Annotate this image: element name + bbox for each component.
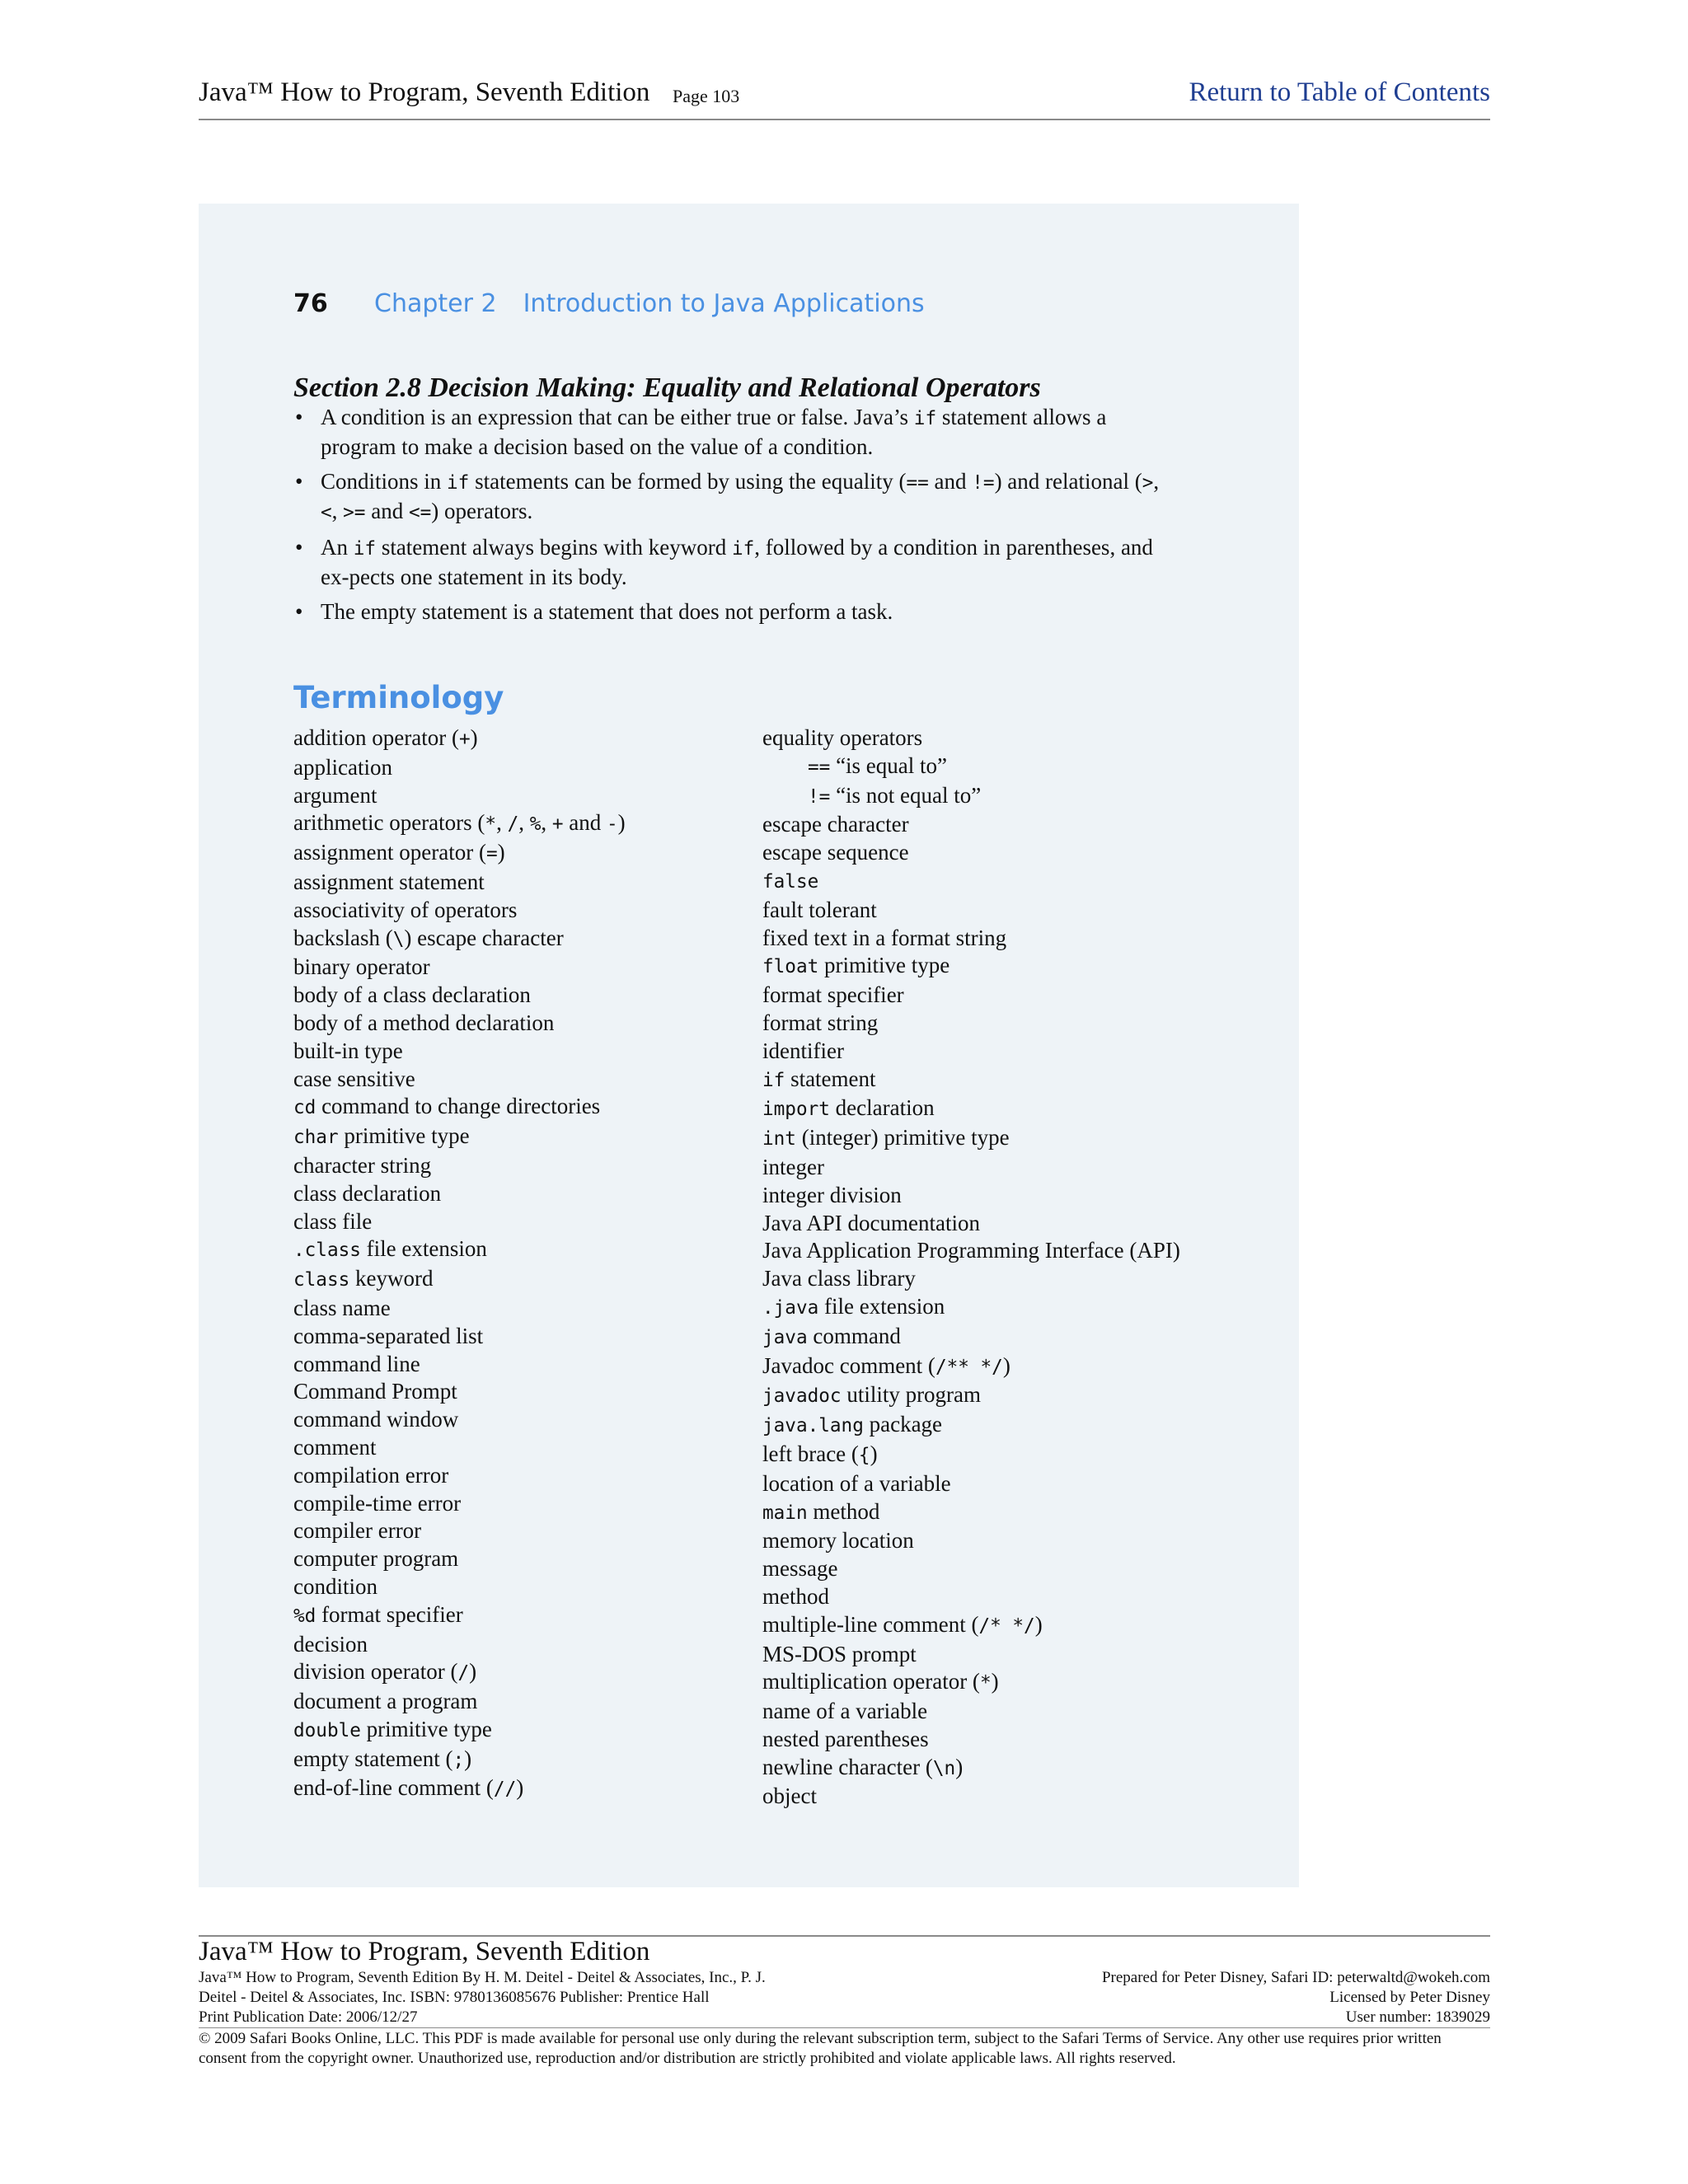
term-item — [762, 1527, 1273, 1555]
text-run: format specifier — [762, 982, 904, 1008]
term-item — [762, 1010, 1273, 1038]
code-text: int — [762, 1128, 796, 1151]
publication-line: Deitel - Deitel & Associates, Inc. ISBN: 9780136085676 Publisher: Prentice Hall — [199, 1989, 710, 2006]
summary-bullet — [293, 403, 1167, 461]
code-text: %d — [293, 1605, 316, 1627]
code-text: != — [808, 785, 831, 808]
code-text: \n — [932, 1757, 956, 1779]
section-heading: Section 2.8 Decision Making: Equality and Relational Operators — [293, 373, 1041, 403]
term-item — [762, 982, 1273, 1010]
text-run: ) — [464, 1746, 472, 1771]
text-run: comment — [293, 1434, 377, 1460]
text-run: ) — [991, 1669, 999, 1694]
text-run: ) — [497, 840, 505, 865]
text-run: A condition is an expression that can be either true or false. Java’s — [321, 405, 914, 429]
text-run: primitive type — [360, 1716, 492, 1741]
text-run: statements can be formed by using the equality ( — [469, 469, 907, 494]
code-text: java.lang — [762, 1415, 864, 1437]
text-run: “is equal to” — [830, 752, 948, 778]
term-item — [762, 1323, 1273, 1352]
code-text: \ — [392, 928, 405, 950]
term-item — [293, 1688, 755, 1716]
code-text: /* */ — [978, 1615, 1035, 1637]
code-text: if — [762, 1069, 785, 1091]
code-text: .class — [293, 1240, 361, 1262]
term-item — [762, 1265, 1273, 1293]
term-item — [762, 1154, 1273, 1182]
code-text: == — [808, 756, 831, 778]
code-text: % — [529, 813, 542, 836]
term-item — [293, 1093, 755, 1122]
text-run: primitive type — [818, 953, 950, 978]
text-run: Java API documentation — [762, 1210, 980, 1235]
text-run: decision — [293, 1631, 368, 1657]
code-text: = — [485, 843, 498, 865]
text-run: case sensitive — [293, 1066, 415, 1091]
term-item — [293, 1295, 755, 1323]
code-text: < — [321, 502, 332, 523]
term-item — [762, 1470, 1273, 1498]
code-text: / — [457, 1662, 470, 1685]
summary-bullet — [293, 533, 1167, 591]
chapter-header — [293, 289, 925, 318]
code-text: if — [353, 538, 377, 560]
term-item — [293, 1631, 755, 1659]
text-run: newline character ( — [762, 1754, 933, 1779]
text-run: location of a variable — [762, 1470, 951, 1496]
text-run: compilation error — [293, 1462, 449, 1488]
term-item — [762, 839, 1273, 867]
text-run: MS-DOS prompt — [762, 1641, 917, 1666]
terminology-heading: Terminology — [293, 680, 504, 715]
text-run: statement — [785, 1066, 876, 1091]
text-run: (integer) primitive type — [795, 1125, 1010, 1151]
license-line: User number: 1839029 — [1345, 2008, 1490, 2026]
text-run: statement always begins with keyword — [376, 535, 732, 560]
term-item — [293, 1774, 755, 1804]
code-text: if — [731, 538, 755, 560]
term-item — [293, 1378, 755, 1406]
text-run: object — [762, 1783, 817, 1809]
code-text: float — [762, 956, 819, 978]
term-item — [293, 1406, 755, 1434]
text-run: message — [762, 1556, 838, 1582]
document-title: Java™ How to Program, Seventh Edition — [199, 77, 650, 107]
text-run: and — [928, 469, 973, 494]
term-item — [762, 952, 1273, 982]
summary-bullet — [293, 598, 1167, 626]
text-run: The empty statement is a statement that does not perform a task. — [321, 599, 893, 624]
code-text: .java — [762, 1296, 819, 1319]
terminology-column-right — [762, 724, 1273, 1811]
text-run: assignment statement — [293, 869, 485, 894]
text-run: binary operator — [293, 954, 430, 980]
text-run: file extension — [818, 1293, 945, 1319]
term-item — [762, 724, 1273, 752]
text-run: ) — [470, 725, 478, 750]
page-footer — [199, 1935, 1490, 2067]
code-text: cd — [293, 1097, 316, 1119]
text-run: , — [496, 810, 508, 836]
term-item — [293, 1235, 755, 1265]
text-run: ) — [1002, 1352, 1010, 1378]
term-item — [293, 897, 755, 925]
text-run: “is not equal to” — [830, 782, 982, 808]
text-run: ) — [955, 1754, 964, 1779]
term-item — [293, 1462, 755, 1490]
term-item — [762, 1668, 1273, 1698]
term-item — [762, 1066, 1273, 1095]
text-run: command window — [293, 1407, 459, 1432]
code-text: * — [979, 1672, 992, 1694]
term-item — [293, 1066, 755, 1094]
code-text: > — [1142, 472, 1154, 494]
term-item — [293, 754, 755, 782]
term-item — [293, 1323, 755, 1351]
book-page-number: 76 — [293, 289, 328, 318]
code-text: javadoc — [762, 1385, 842, 1408]
text-run: application — [293, 754, 392, 780]
text-run: , — [331, 499, 344, 523]
text-run: keyword — [349, 1266, 434, 1291]
text-run: ) — [1034, 1611, 1043, 1637]
code-text: / — [507, 813, 519, 836]
term-item — [293, 1746, 755, 1775]
text-run: identifier — [762, 1038, 844, 1063]
term-item — [293, 1265, 755, 1295]
text-run: format specifier — [316, 1601, 463, 1627]
text-run: and — [365, 499, 409, 523]
chapter-label: Chapter 2 — [374, 289, 497, 318]
text-run: argument — [293, 782, 377, 808]
license-line: Prepared for Peter Disney, Safari ID: peterwaltd@wokeh.com — [1101, 1969, 1490, 1986]
code-text: != — [972, 472, 995, 494]
text-run: Command Prompt — [293, 1379, 457, 1404]
chapter-title: Introduction to Java Applications — [523, 289, 925, 318]
text-run: compile-time error — [293, 1490, 462, 1516]
text-run: associativity of operators — [293, 897, 518, 922]
term-item — [762, 1293, 1273, 1323]
term-item — [293, 1434, 755, 1462]
term-item — [293, 809, 755, 839]
text-run: integer division — [762, 1182, 902, 1207]
code-text: + — [458, 729, 471, 750]
publication-line: Print Publication Date: 2006/12/27 — [199, 2008, 418, 2026]
publication-line: Java™ How to Program, Seventh Edition By H. M. Deitel - Deitel & Associates, Inc., P. J. — [199, 1969, 766, 1986]
term-item — [762, 1726, 1273, 1754]
text-run: fixed text in a format string — [762, 925, 1007, 950]
text-run: statement allows a program to make a decision based on the value of a condition. — [321, 405, 1107, 459]
term-item — [293, 782, 755, 810]
term-item — [762, 811, 1273, 839]
footer-title: Java™ How to Program, Seventh Edition — [199, 1937, 650, 1966]
term-item — [762, 925, 1273, 953]
text-run: equality operators — [762, 725, 923, 750]
text-run: method — [807, 1498, 880, 1524]
text-run: division operator ( — [293, 1659, 458, 1685]
term-item — [762, 1411, 1273, 1441]
term-item — [762, 1381, 1273, 1411]
text-run: arithmetic operators ( — [293, 810, 485, 836]
code-text: java — [762, 1326, 808, 1348]
text-run: memory location — [762, 1528, 914, 1554]
term-item — [762, 1441, 1273, 1470]
text-run: format string — [762, 1010, 879, 1035]
text-run: body of a method declaration — [293, 1010, 555, 1035]
text-run: , — [1153, 469, 1160, 494]
term-item — [293, 1517, 755, 1545]
text-run: class declaration — [293, 1180, 442, 1206]
text-run: escape character — [762, 812, 909, 837]
term-item — [762, 1124, 1273, 1154]
text-run: , — [541, 810, 552, 836]
text-run: multiple-line comment ( — [762, 1611, 979, 1637]
text-run: ) — [870, 1441, 878, 1466]
code-text: main — [762, 1502, 808, 1524]
summary-bullet — [293, 467, 1167, 527]
code-text: class — [293, 1269, 350, 1291]
text-run: ) — [516, 1775, 524, 1801]
term-item — [762, 1352, 1273, 1382]
term-item — [293, 1208, 755, 1236]
text-run: nested parentheses — [762, 1726, 929, 1751]
code-text: char — [293, 1127, 339, 1149]
text-run: command line — [293, 1351, 420, 1376]
text-run: and — [563, 810, 607, 836]
code-text: ; — [452, 1749, 465, 1771]
text-run: compiler error — [293, 1518, 422, 1544]
text-run: An — [321, 535, 354, 560]
text-run: Conditions in — [321, 469, 448, 494]
term-item — [762, 1641, 1273, 1669]
term-item — [293, 925, 755, 954]
text-run: ) — [469, 1659, 477, 1685]
text-run: primitive type — [338, 1123, 470, 1149]
term-item — [762, 1783, 1273, 1811]
term-item — [293, 869, 755, 897]
terminology-column-left — [293, 724, 755, 1804]
text-run: method — [762, 1583, 829, 1609]
term-item — [293, 1573, 755, 1601]
text-run: class file — [293, 1208, 373, 1234]
term-item — [762, 1498, 1273, 1528]
term-item — [293, 1180, 755, 1208]
term-item — [293, 954, 755, 982]
term-item — [293, 1010, 755, 1038]
text-run: file extension — [360, 1236, 487, 1262]
footer-divider — [199, 2027, 1490, 2028]
code-text: * — [485, 813, 497, 836]
code-text: - — [607, 813, 618, 836]
term-item — [762, 782, 1273, 812]
text-run: escape sequence — [762, 840, 909, 865]
copyright-notice: © 2009 Safari Books Online, LLC. This PDF is made available for personal use only during the relevant subscription term, subject to the Safari Terms of Service. Any other use requires prior written consent from the copyright owner. Unauthorized use, reproduction and/or distribution are strictly prohibited and violate applicable laws. All rights reserved. — [199, 2030, 1442, 2067]
text-run: computer program — [293, 1546, 459, 1572]
code-text: if — [447, 472, 470, 494]
text-run: command — [807, 1323, 901, 1348]
term-item — [293, 1122, 755, 1152]
term-item — [293, 1545, 755, 1573]
code-text: /** */ — [935, 1356, 1003, 1378]
term-item — [762, 1237, 1273, 1265]
text-run: character string — [293, 1152, 432, 1178]
term-item — [293, 1716, 755, 1746]
text-run: Java class library — [762, 1266, 916, 1291]
term-item — [762, 1094, 1273, 1124]
code-text: double — [293, 1719, 361, 1741]
term-item — [762, 1038, 1273, 1066]
text-run: backslash ( — [293, 925, 393, 950]
text-run: fault tolerant — [762, 897, 877, 922]
code-text: == — [906, 472, 929, 494]
term-item — [762, 1583, 1273, 1611]
term-item — [762, 1754, 1273, 1783]
text-run: ) operators. — [431, 499, 533, 523]
text-run: declaration — [829, 1095, 935, 1121]
code-text: if — [913, 408, 937, 429]
term-item — [293, 1038, 755, 1066]
text-run: , — [518, 810, 530, 836]
term-item — [762, 752, 1273, 782]
text-run: addition operator ( — [293, 725, 459, 750]
text-run: empty statement ( — [293, 1746, 453, 1771]
text-run: command to change directories — [316, 1094, 601, 1119]
term-item — [762, 1210, 1273, 1238]
text-run: built-in type — [293, 1038, 403, 1063]
text-run: assignment operator ( — [293, 840, 486, 865]
term-item — [762, 1611, 1273, 1641]
term-item — [293, 1601, 755, 1631]
code-text: <= — [408, 502, 432, 523]
term-item — [762, 1698, 1273, 1726]
text-run: Javadoc comment ( — [762, 1352, 935, 1378]
term-item — [293, 982, 755, 1010]
term-item — [293, 1351, 755, 1379]
text-run: condition — [293, 1573, 377, 1599]
text-run: , followed by a condition in parentheses, and ex-pects one statement in its body. — [321, 535, 1153, 589]
text-run: ) escape character — [404, 925, 564, 950]
term-item — [293, 1490, 755, 1518]
text-run: utility program — [841, 1382, 982, 1408]
text-run: body of a class declaration — [293, 982, 531, 1008]
book-page — [199, 204, 1299, 1887]
text-run: end-of-line comment ( — [293, 1775, 494, 1801]
text-run: name of a variable — [762, 1699, 928, 1724]
code-text: false — [762, 870, 819, 893]
term-item — [293, 1152, 755, 1180]
text-run: multiplication operator ( — [762, 1669, 980, 1694]
term-item — [762, 1182, 1273, 1210]
code-text: import — [762, 1099, 830, 1121]
term-item — [293, 1658, 755, 1688]
return-to-toc-link[interactable]: Return to Table of Contents — [1189, 77, 1490, 107]
page-indicator: Page 103 — [673, 86, 740, 106]
term-item — [293, 839, 755, 869]
text-run: integer — [762, 1154, 824, 1179]
text-run: class name — [293, 1295, 391, 1320]
term-item — [762, 867, 1273, 897]
code-text: + — [551, 813, 564, 836]
text-run: package — [863, 1412, 943, 1437]
text-run: document a program — [293, 1689, 478, 1714]
license-line: Licensed by Peter Disney — [1329, 1989, 1490, 2006]
term-item — [762, 1555, 1273, 1583]
code-text: { — [858, 1444, 870, 1466]
summary-list — [293, 403, 1167, 632]
code-text: >= — [343, 502, 366, 523]
text-run: comma-separated list — [293, 1323, 484, 1348]
text-run: Java Application Programming Interface (API) — [762, 1238, 1180, 1263]
text-run: ) and relational ( — [994, 469, 1142, 494]
text-run: left brace ( — [762, 1441, 859, 1466]
text-run: ) — [617, 810, 626, 836]
page-header — [199, 77, 1490, 120]
code-text: // — [493, 1779, 517, 1801]
term-item — [293, 724, 755, 754]
term-item — [762, 897, 1273, 925]
